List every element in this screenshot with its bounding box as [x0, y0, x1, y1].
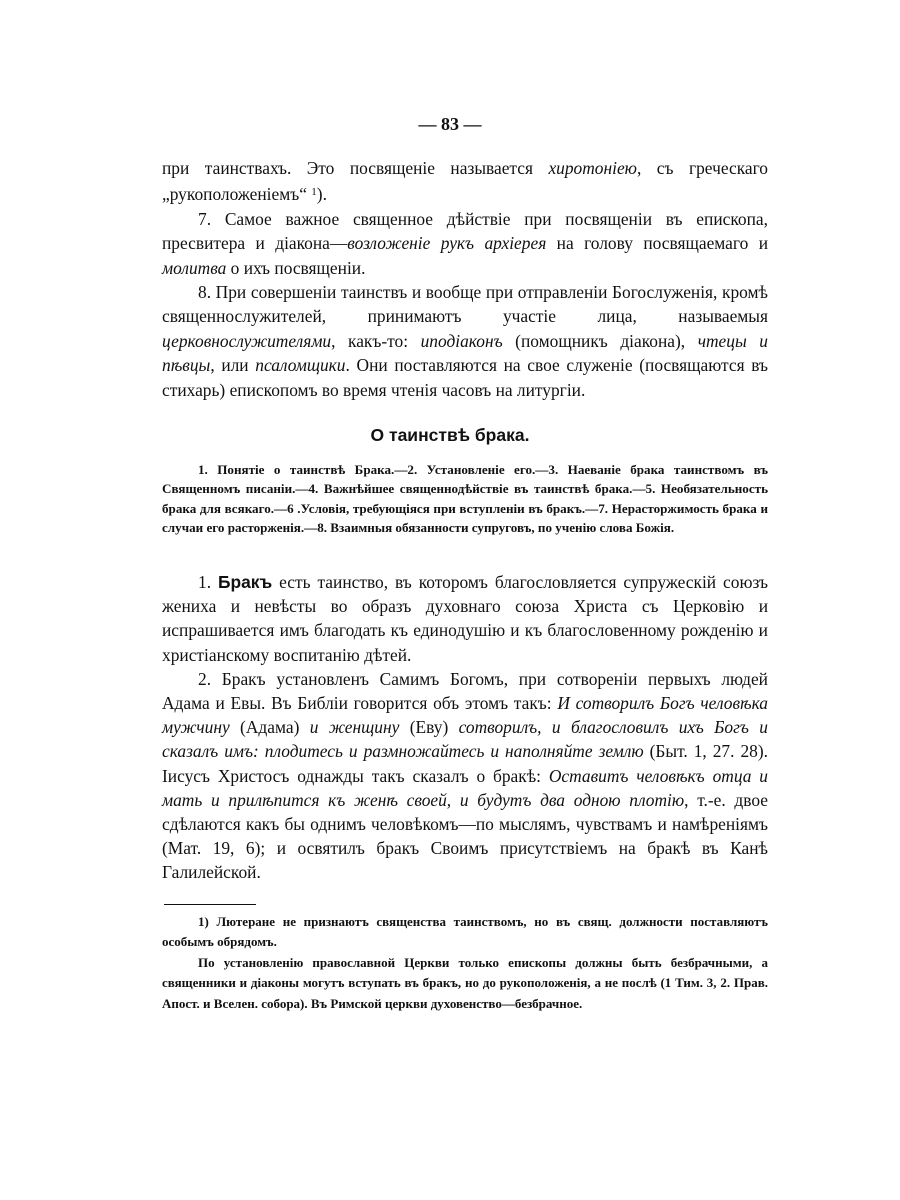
paragraph-continuation: при таинствахъ. Это посвященіе называется хиротоніею, съ греческаго „рукоположеніемъ“ $^1$). [162, 158, 768, 205]
summary-text: 1. Понятіе о таинствѣ Брака.—2. Установленіе его.—3. Наеваніе брака таинствомъ въ Священномъ писаніи.—4. Важнѣйшее священнодѣйствіе въ таинствѣ брака.—5. Необязательность брака для всякаго.—6 .Условія, требующіяся при вступленіи въ бракъ.—7. Нерасторжимость брака и случаи его расторженія.—8. Взаимныя обязанности супруговъ, по ученію слова Божія. [162, 462, 768, 536]
footnote-ref: 1 [311, 186, 317, 199]
paragraph-1: 1. Бракъ есть таинство, въ которомъ благословляется супружескій союзъ жениха и невѣсты во образъ духовнаго союза Христа съ Церковію и испрашивается имъ благодать къ единодушію и къ благословенному рожденію и христіанскому воспитанію дѣтей. [162, 572, 769, 665]
page-number: — 83 — [418, 114, 482, 134]
term-brak: Бракъ [218, 572, 273, 592]
section-heading: О таинствѣ брака. [370, 425, 530, 445]
footnotes [162, 912, 768, 1014]
footnote-2: По установленію православной Церкви только епископы должны быть безбрачными, а священники и діаконы могутъ вступать въ бракъ, но до рукоположенія, а не послѣ (1 Тим. 3, 2. Прав. Апост. и Вселен. собора). Въ Римской церкви духовенство—безбрачное. [162, 954, 768, 1011]
paragraph-2: 2. Бракъ установленъ Самимъ Богомъ, при сотвореніи первыхъ людей Адама и Евы. Въ Библіи говорится объ этомъ такъ: И сотворилъ Богъ человѣка мужчину (Адама) и женщину (Еву) сотворилъ, и благословилъ ихъ Богъ и сказалъ имъ: плодитесь и размножайтесь и наполняйте землю (Быт. 1, 27. 28). Іисусъ Христосъ однажды такъ сказалъ о бракѣ: Оставитъ человѣкъ отца и мать и прилѣпится къ женѣ своей, и будутъ два одною плотію, т.-е. двое сдѣлаются какъ бы однимъ человѣкомъ—по мыслямъ, чувствамъ и намѣреніямъ (Мат. 19, 6); и освятилъ бракъ Своимъ присутствіемъ на бракѣ въ Канѣ Галилейской. [162, 668, 769, 883]
paragraph-8: 8. При совершеніи таинствъ и вообще при отправленіи Богослуженія, кромѣ священнослужителей, принимаютъ участіе лица, называемыя церковнослужителями, какъ-то: иподіаконъ (помощникъ діакона), чтецы и пѣвцы, или псаломщики. Они поставляются на свое служеніе (посвящаются въ стихарь) епископомъ во время чтенія часовъ на литургіи. [162, 282, 768, 400]
paragraph-7: 7. Самое важное священное дѣйствіе при посвященіи въ епископа, пресвитера и діакона—возложеніе рукъ архіерея на голову посвящаемаго и молитва о ихъ посвященіи. [162, 208, 768, 278]
section-body [162, 570, 768, 885]
footnote-divider [164, 904, 256, 905]
footnote-1: 1) Лютеране не признаютъ священства таинствомъ, но въ свящ. должности поставляютъ особымъ обрядомъ. [162, 914, 768, 950]
top-text [162, 156, 768, 402]
section-summary [162, 460, 768, 538]
